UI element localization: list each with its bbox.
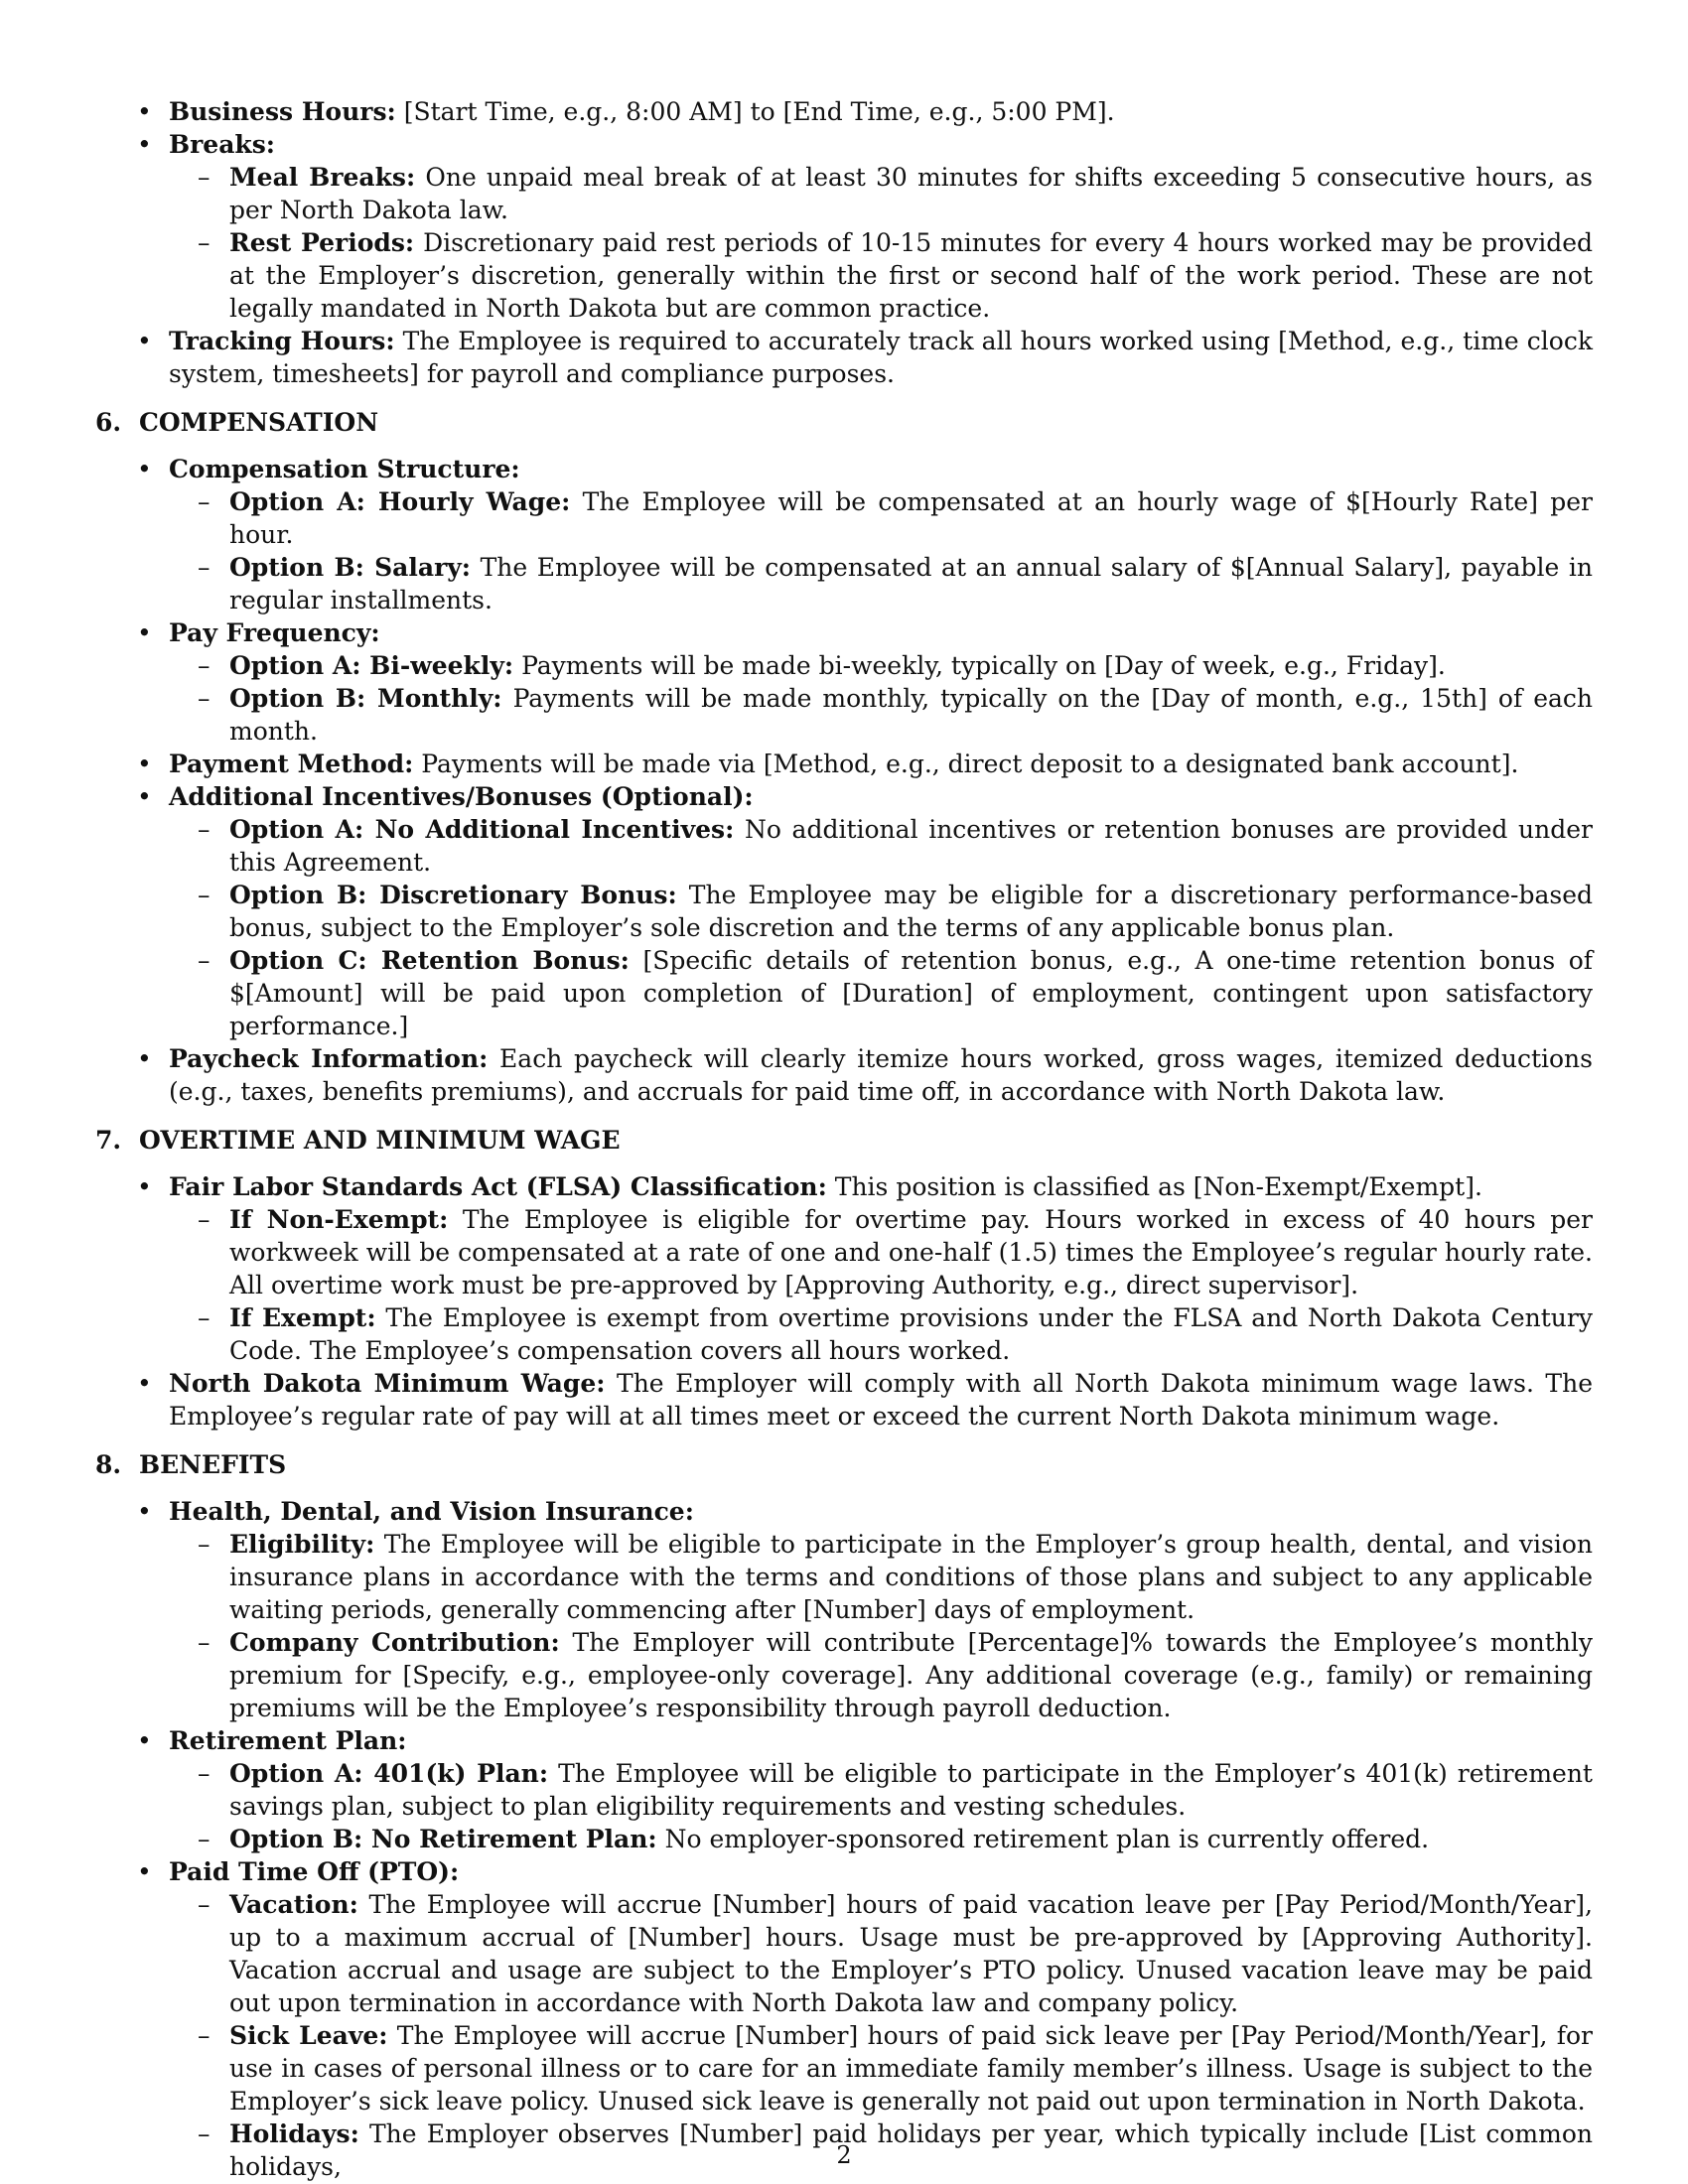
item-label: Holidays:	[229, 2119, 359, 2148]
item-text: This position is classified as [Non-Exempt/Exempt].	[834, 1172, 1482, 1201]
item-label: Paycheck Information:	[169, 1044, 489, 1073]
list-item	[95, 453, 1593, 485]
sub-list-item	[95, 682, 1593, 748]
sub-list-item	[95, 1888, 1593, 2019]
item-label: Option B: Salary:	[229, 553, 472, 582]
item-label: Additional Incentives/Bonuses (Optional):	[169, 782, 754, 811]
list-item	[95, 95, 1593, 128]
list-item	[95, 325, 1593, 390]
sub-list-item	[95, 161, 1593, 226]
item-label: Option A: No Additional Incentives:	[229, 815, 735, 844]
item-label: Option C: Retention Bonus:	[229, 946, 630, 975]
item-label: Retirement Plan:	[169, 1726, 407, 1755]
item-label: Pay Frequency:	[169, 618, 380, 647]
section-heading-benefits	[95, 1448, 1593, 1481]
item-label: Rest Periods:	[229, 228, 415, 257]
section-number: 8.	[95, 1450, 122, 1479]
item-label: Option B: Discretionary Bonus:	[229, 881, 677, 909]
section-list-overtime	[95, 1170, 1593, 1433]
item-label: Option A: Hourly Wage:	[229, 487, 571, 516]
item-label: Paid Time Off (PTO):	[169, 1857, 460, 1886]
sub-list-item	[95, 1757, 1593, 1823]
sub-list-item	[95, 485, 1593, 551]
item-label: If Non-Exempt:	[229, 1205, 449, 1234]
item-label: Company Contribution:	[229, 1628, 560, 1657]
list-item	[95, 616, 1593, 649]
section-list-compensation	[95, 453, 1593, 1108]
document-page	[95, 95, 1593, 2183]
item-text: [Specific details of retention bonus, e.g., A one-time retention bonus of $[Amount] will be paid upon completion of [Duration] of employment, contingent upon satisfactory performance.]	[229, 946, 1593, 1040]
continued-list	[95, 95, 1593, 390]
section-list-benefits	[95, 1495, 1593, 2183]
item-label: Health, Dental, and Vision Insurance:	[169, 1497, 694, 1526]
item-text: The Employee will be compensated at an annual salary of $[Annual Salary], payable in regular installments.	[229, 553, 1593, 614]
sub-list-item	[95, 649, 1593, 682]
list-item	[95, 128, 1593, 161]
item-label: Payment Method:	[169, 750, 414, 778]
item-label: Option A: 401(k) Plan:	[229, 1759, 549, 1788]
item-label: Fair Labor Standards Act (FLSA) Classification:	[169, 1172, 827, 1201]
list-item	[95, 780, 1593, 813]
item-text: No additional incentives or retention bonuses are provided under this Agreement.	[229, 815, 1593, 877]
item-label: Compensation Structure:	[169, 455, 520, 483]
sub-list-item	[95, 879, 1593, 944]
sub-list-item	[95, 551, 1593, 616]
item-text: Each paycheck will clearly itemize hours worked, gross wages, itemized deductions (e.g., taxes, benefits premiums), and accruals for paid time off, in accordance with North Dakota law.	[169, 1044, 1593, 1106]
page-number: 2	[836, 2141, 852, 2169]
item-text: Payments will be made monthly, typically on the [Day of month, e.g., 15th] of each month.	[229, 684, 1594, 746]
item-text: The Employer observes [Number] paid holidays per year, which typically include [List common holidays,	[229, 2119, 1593, 2181]
sub-list-item	[95, 1203, 1593, 1301]
sub-list-item	[95, 1528, 1593, 1626]
item-text: The Employee is exempt from overtime provisions under the FLSA and North Dakota Century Code. The Employee’s compensation covers all hours worked.	[229, 1303, 1593, 1365]
item-text: No employer-sponsored retirement plan is currently offered.	[664, 1825, 1430, 1853]
list-item	[95, 1042, 1593, 1108]
list-item	[95, 1367, 1593, 1433]
item-text: [Start Time, e.g., 8:00 AM] to [End Time, e.g., 5:00 PM].	[403, 97, 1115, 126]
item-label: Sick Leave:	[229, 2021, 388, 2050]
item-text: The Employee may be eligible for a discretionary performance-based bonus, subject to the Employer’s sole discretion and the terms of any applicable bonus plan.	[229, 881, 1593, 942]
list-item	[95, 1170, 1593, 1203]
item-text: Payments will be made via [Method, e.g., direct deposit to a designated bank account].	[421, 750, 1519, 778]
list-item	[95, 1724, 1593, 1757]
item-text: The Employer will contribute [Percentage]% towards the Employee’s monthly premium for [Specify, e.g., employee-only coverage]. Any additional coverage (e.g., family) or remaining premiums will be the Employee’s responsibility through payroll deduction.	[229, 1628, 1593, 1722]
list-item	[95, 1855, 1593, 1888]
section-number: 7.	[95, 1126, 122, 1155]
item-label: Meal Breaks:	[229, 163, 416, 192]
item-text: The Employee will accrue [Number] hours of paid vacation leave per [Pay Period/Month/Year], up to a maximum accrual of [Number] hours. Usage must be pre-approved by [Approving Authority]. Vacation accrual and usage are subject to the Employer’s PTO policy. Unused vacation leave may be paid out upon termination in accordance with North Dakota law and company policy.	[229, 1890, 1593, 2017]
sub-list-item	[95, 2019, 1593, 2117]
list-item	[95, 1495, 1593, 1528]
sub-list-item	[95, 226, 1593, 325]
sub-list-item	[95, 1823, 1593, 1855]
item-text: One unpaid meal break of at least 30 minutes for shifts exceeding 5 consecutive hours, as per North Dakota law.	[229, 163, 1593, 224]
item-label: Option A: Bi-weekly:	[229, 651, 514, 680]
item-text: The Employer will comply with all North Dakota minimum wage laws. The Employee’s regular rate of pay will at all times meet or exceed the current North Dakota minimum wage.	[169, 1369, 1593, 1431]
item-label: Eligibility:	[229, 1530, 375, 1559]
item-label: Tracking Hours:	[169, 327, 395, 355]
item-text: The Employee is eligible for overtime pay. Hours worked in excess of 40 hours per workweek will be compensated at a rate of one and one-half (1.5) times the Employee’s regular hourly rate. All overtime work must be pre-approved by [Approving Authority, e.g., direct supervisor].	[229, 1205, 1593, 1299]
item-text: The Employee is required to accurately track all hours worked using [Method, e.g., time clock system, timesheets] for payroll and compliance purposes.	[169, 327, 1593, 388]
section-heading-overtime	[95, 1124, 1593, 1157]
section-number: 6.	[95, 408, 122, 437]
item-text: The Employee will be eligible to participate in the Employer’s group health, dental, and vision insurance plans in accordance with the terms and conditions of those plans and subject to any applicable waiting periods, generally commencing after [Number] days of employment.	[229, 1530, 1593, 1624]
sub-list-item	[95, 813, 1593, 879]
list-item	[95, 748, 1593, 780]
item-text: The Employee will accrue [Number] hours of paid sick leave per [Pay Period/Month/Year], for use in cases of personal illness or to care for an immediate family member’s illness. Usage is subject to the Employer’s sick leave policy. Unused sick leave is generally not paid out upon termination in North Dakota.	[229, 2021, 1593, 2116]
section-title: OVERTIME AND MINIMUM WAGE	[139, 1126, 621, 1155]
sub-list-item	[95, 1626, 1593, 1724]
sub-list-item	[95, 944, 1593, 1042]
sub-list-item	[95, 1301, 1593, 1367]
item-label: Option B: No Retirement Plan:	[229, 1825, 657, 1853]
item-label: Breaks:	[169, 130, 276, 159]
item-label: Option B: Monthly:	[229, 684, 502, 713]
item-text: The Employee will be eligible to participate in the Employer’s 401(k) retirement savings plan, subject to plan eligibility requirements and vesting schedules.	[229, 1759, 1593, 1821]
item-label: If Exempt:	[229, 1303, 376, 1332]
item-text: Discretionary paid rest periods of 10-15 minutes for every 4 hours worked may be provided at the Employer’s discretion, generally within the first or second half of the work period. These are not legally mandated in North Dakota but are common practice.	[229, 228, 1593, 323]
section-title: BENEFITS	[139, 1450, 287, 1479]
section-heading-compensation	[95, 406, 1593, 439]
section-title: COMPENSATION	[139, 408, 379, 437]
item-label: North Dakota Minimum Wage:	[169, 1369, 606, 1398]
item-label: Vacation:	[229, 1890, 358, 1919]
item-text: Payments will be made bi-weekly, typically on [Day of week, e.g., Friday].	[521, 651, 1446, 680]
item-label: Business Hours:	[169, 97, 396, 126]
item-text: The Employee will be compensated at an hourly wage of $[Hourly Rate] per hour.	[229, 487, 1593, 549]
